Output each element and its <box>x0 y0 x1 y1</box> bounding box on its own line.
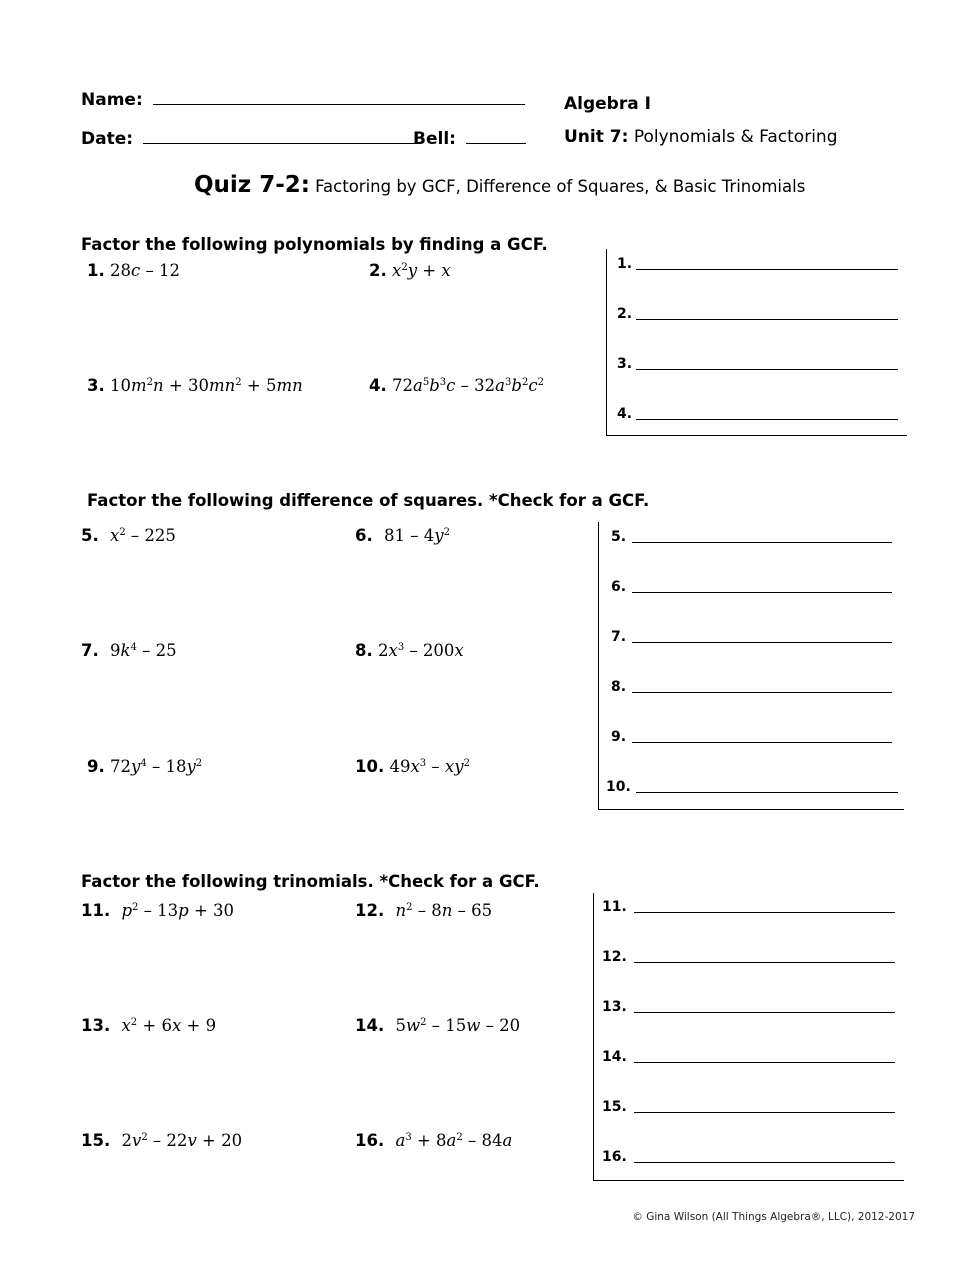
answer-label: 8. <box>611 679 627 695</box>
bell-label: Bell: <box>413 129 456 149</box>
problem-16 <box>355 1131 512 1150</box>
answer-box-1 <box>606 249 907 436</box>
answer-13[interactable] <box>602 999 627 1015</box>
name-label: Name: <box>81 90 143 110</box>
answer-label: 13. <box>602 999 627 1015</box>
problem-expression: $p^2 - 13p + 30$ <box>121 901 235 920</box>
answer-label: 7. <box>611 629 627 645</box>
answer-line[interactable] <box>636 319 898 320</box>
answer-line[interactable] <box>634 1012 895 1013</box>
answer-4[interactable] <box>617 406 632 422</box>
problem-expression: $72y^4 - 18y^2$ <box>110 757 203 776</box>
problem-5 <box>81 526 176 545</box>
section-3-title: Factor the following trinomials. *Check for a GCF. <box>81 872 540 891</box>
answer-label: 3. <box>617 356 633 372</box>
answer-line[interactable] <box>636 269 898 270</box>
answer-11[interactable] <box>602 899 627 915</box>
problem-9 <box>87 757 202 776</box>
problem-number: 10. <box>355 757 385 776</box>
problem-number: 9. <box>87 757 105 776</box>
answer-1[interactable] <box>617 256 632 272</box>
answer-label: 16. <box>602 1149 627 1165</box>
answer-line[interactable] <box>632 692 892 693</box>
copyright-footer: © Gina Wilson (All Things Algebra®, LLC), 2012-2017 <box>632 1211 915 1223</box>
problem-expression: $9k^4 - 25$ <box>110 641 177 660</box>
answer-label: 5. <box>611 529 627 545</box>
problem-4 <box>369 376 544 395</box>
problem-number: 16. <box>355 1131 385 1150</box>
problem-expression: $n^2 - 8n - 65$ <box>395 901 493 920</box>
answer-line[interactable] <box>634 1112 895 1113</box>
problem-expression: $5w^2 - 15w - 20$ <box>395 1016 521 1035</box>
answer-box-2 <box>598 522 904 810</box>
problem-3 <box>87 376 303 395</box>
answer-label: 4. <box>617 406 633 422</box>
answer-14[interactable] <box>602 1049 627 1065</box>
problem-expression: $x^2 + 6x + 9$ <box>121 1016 217 1035</box>
section-1-title: Factor the following polynomials by finding a GCF. <box>81 235 548 254</box>
problem-expression: $49x^3 - xy^2$ <box>389 757 470 776</box>
problem-number: 1. <box>87 261 105 280</box>
problem-14 <box>355 1016 520 1035</box>
answer-5[interactable] <box>611 529 626 545</box>
problem-expression: $a^3 + 8a^2 - 84a$ <box>395 1131 513 1150</box>
answer-3[interactable] <box>617 356 632 372</box>
answer-line[interactable] <box>636 792 898 793</box>
problem-expression: $x^2y + x$ <box>392 261 451 280</box>
problem-expression: $2x^3 - 200x$ <box>378 641 464 660</box>
bell-blank[interactable] <box>466 127 526 144</box>
problem-11 <box>81 901 234 920</box>
date-field[interactable] <box>81 127 415 149</box>
answer-line[interactable] <box>632 642 892 643</box>
problem-expression: $x^2 - 225$ <box>110 526 176 545</box>
problem-6 <box>355 526 450 545</box>
problem-13 <box>81 1016 216 1035</box>
answer-line[interactable] <box>634 1162 895 1163</box>
name-field[interactable] <box>81 88 525 110</box>
problem-7 <box>81 641 177 660</box>
answer-line[interactable] <box>636 419 898 420</box>
answer-10[interactable] <box>606 779 631 795</box>
problem-expression: $81 - 4y^2$ <box>384 526 450 545</box>
answer-label: 15. <box>602 1099 627 1115</box>
problem-expression: $2v^2 - 22v + 20$ <box>121 1131 243 1150</box>
problem-10 <box>355 757 470 776</box>
course-title: Algebra I <box>564 94 651 114</box>
answer-label: 2. <box>617 306 633 322</box>
problem-expression: $72a^5b^3c - 32a^3b^2c^2$ <box>392 376 544 395</box>
answer-label: 12. <box>602 949 627 965</box>
answer-line[interactable] <box>632 542 892 543</box>
answer-9[interactable] <box>611 729 626 745</box>
answer-line[interactable] <box>632 742 892 743</box>
problem-2 <box>369 261 451 280</box>
problem-number: 11. <box>81 901 111 920</box>
answer-label: 9. <box>611 729 627 745</box>
answer-line[interactable] <box>632 592 892 593</box>
answer-line[interactable] <box>636 369 898 370</box>
answer-12[interactable] <box>602 949 627 965</box>
date-label: Date: <box>81 129 134 149</box>
answer-label: 14. <box>602 1049 627 1065</box>
problem-expression: $10m^2n + 30mn^2 + 5mn$ <box>110 376 303 395</box>
answer-label: 1. <box>617 256 633 272</box>
problem-number: 3. <box>87 376 105 395</box>
problem-number: 8. <box>355 641 373 660</box>
problem-number: 2. <box>369 261 387 280</box>
problem-number: 5. <box>81 526 99 545</box>
problem-12 <box>355 901 492 920</box>
unit-heading <box>564 127 838 147</box>
answer-label: 10. <box>606 779 631 795</box>
quiz-subtitle: Factoring by GCF, Difference of Squares, & Basic Trinomials <box>315 177 806 196</box>
section-2-title: Factor the following difference of squares. *Check for a GCF. <box>87 491 650 510</box>
answer-box-3 <box>593 893 904 1181</box>
quiz-heading <box>194 172 805 198</box>
problem-number: 7. <box>81 641 99 660</box>
date-blank[interactable] <box>143 127 415 144</box>
problem-number: 12. <box>355 901 385 920</box>
answer-16[interactable] <box>602 1149 627 1165</box>
answer-6[interactable] <box>611 579 626 595</box>
name-blank[interactable] <box>153 88 525 105</box>
unit-title: Polynomials & Factoring <box>633 127 838 147</box>
answer-label: 6. <box>611 579 627 595</box>
problem-1 <box>87 261 180 280</box>
unit-label: Unit 7: <box>564 127 629 147</box>
problem-number: 6. <box>355 526 373 545</box>
answer-line[interactable] <box>634 962 895 963</box>
problem-number: 13. <box>81 1016 111 1035</box>
answer-line[interactable] <box>634 1062 895 1063</box>
problem-expression: 28c – 12 <box>110 261 180 280</box>
problem-8 <box>355 641 464 660</box>
answer-line[interactable] <box>634 912 895 913</box>
problem-number: 4. <box>369 376 387 395</box>
answer-2[interactable] <box>617 306 632 322</box>
bell-field[interactable] <box>413 127 526 149</box>
problem-number: 14. <box>355 1016 385 1035</box>
answer-7[interactable] <box>611 629 626 645</box>
answer-15[interactable] <box>602 1099 627 1115</box>
problem-15 <box>81 1131 242 1150</box>
quiz-title: Quiz 7-2: <box>194 172 310 198</box>
answer-8[interactable] <box>611 679 626 695</box>
answer-label: 11. <box>602 899 627 915</box>
problem-number: 15. <box>81 1131 111 1150</box>
